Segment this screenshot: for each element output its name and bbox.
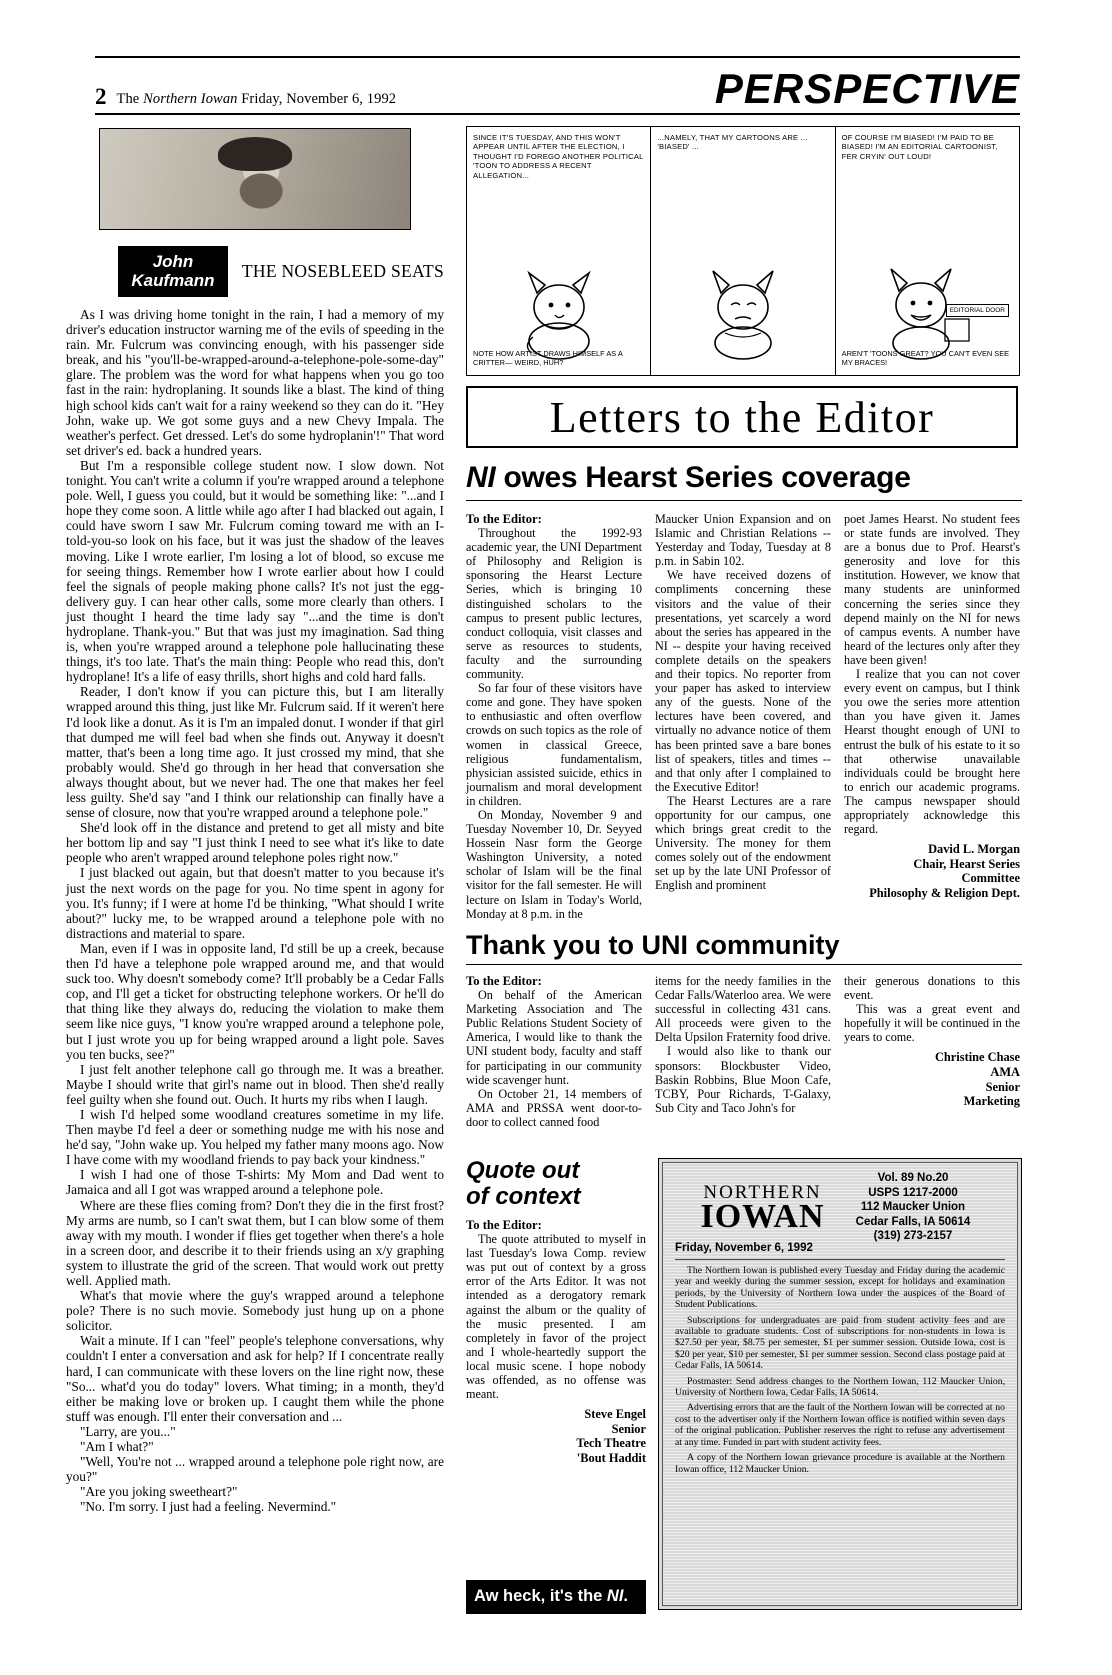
cartoon-panel-3 [836, 127, 1019, 375]
cartoon-editorial-door-sign: EDITORIAL DOOR [946, 304, 1009, 317]
letter-3-headline-line2: of context [466, 1183, 581, 1210]
letters-to-the-editor-banner [466, 386, 1018, 448]
letter-3-headline-line1: Quote out [466, 1157, 580, 1184]
column-paragraph: Wait a minute. If I can "feel" people's telephone conversations, why couldn't I enter a conversation and ask for help? If I concentrate really hard, I can communicate with these lovers on the line right now, these "So... what'd you do today" lovers. What timing; in a month, they'd either be making love or broken up. I caught them while the phone stuff was enough. I'll enter their conversation and ... [66, 1333, 444, 1424]
cartoon-panel-1-note: NOTE HOW ARTIST DRAWS HIMSELF AS A CRITTER— WEIRD, HUH? [473, 348, 623, 367]
column-paragraph: "Well, You're not ... wrapped around a telephone pole right now, are you?" [66, 1454, 444, 1485]
letter-1-column-2 [655, 512, 831, 921]
letter-2-headline: Thank you to UNI community [466, 930, 840, 960]
letter-1-signature [844, 842, 1020, 900]
staff-box-paragraph: A copy of the Northern Iowan grievance procedure is available at the Northern Iowan office, 112 Maucker Union. [675, 1452, 1005, 1475]
letter-2-column-1 [466, 974, 642, 1129]
staff-box [658, 1158, 1022, 1610]
letter-3-signer-extra: 'Bout Haddit [576, 1451, 646, 1465]
columnist-first-name: John [152, 252, 194, 271]
cartoon-panel-2 [651, 127, 835, 375]
letter-2-column-3 [844, 974, 1020, 1129]
letter-3-paragraph: The quote attributed to myself in last Tuesday's Iowa Comp. review was put out of context by a gross error of the Arts Editor. It was not intended as a derogatory remark against the album or the quality of the music presented. I am completely in favor of the project and I whole-heartedly support the local music scene. I hope nobody was offended, as no offense was meant. [466, 1232, 646, 1402]
letter-1-salutation: To the Editor: [466, 512, 542, 526]
column-paragraph: Reader, I don't know if you can picture this, but I am literally wrapped around this thing, just like Mr. Fulcrum said. If it weren't here I'd look like a donut. As it is I'm an impaled donut. I wonder if that girl that dumped me will feel bad when she finds out. Anyway it doesn't matter, that's been a long time ago. It just crossed my mind, that she probably would. She'd go through in her head that conversation she always thought about, but we never had. The one that makes her feel less guilty. She'd say "and I think our relationship can finally have a sense of closure, now that you're wrapped around a telephone pole." [66, 684, 444, 821]
letters-banner-text: Letters to the Editor [549, 393, 935, 442]
column-paragraph: But I'm a responsible college student now. I slow down. Not tonight. You can't write a column if you're wrapped around a telephone pole. Well, I guess you could, but it would be something like: "...and I hope they come soon. A little while ago after I had blacked out again, I could have sworn I saw Mr. Fulcrum coming toward me with an I-told-you-so look on his face, but it was just the shadow of the leaves moving. Like I wrote earlier, I'm losing a lot of blood, so excuse me for seeing things. Remember how I wrote earlier about how I could feel the signals of people making phone calls? It's not just the egg-delivery guy. I can hear other calls, some more clearly than others. I just thought I heard the time lady say "...and the time is don't hydroplane. Thank-you." But that was just my imagination. Sad thing is, when you're wrapped around a telephone pole hallucinating these things, it's too late. That's the main thing: People who read this, don't hydroplane! It's a life of easy thrills, short highs and cold hard falls. [66, 457, 444, 685]
letter-3-salutation: To the Editor: [466, 1218, 542, 1232]
staff-box-date: Friday, November 6, 1992 [675, 1242, 813, 1254]
editorial-cartoon [466, 126, 1020, 376]
letter-1-rule [466, 500, 1022, 501]
letter-1-headline-italic: NI [466, 461, 496, 494]
letter-2-signer-org: AMA [990, 1065, 1020, 1080]
letter-1-paragraph: Maucker Union Expansion and on Islamic and Christian Relations -- Yesterday and Today, Tuesday at 8 p.m. in Sabin 102. [655, 512, 831, 569]
letter-1-paragraph: I realize that you can not cover every event on campus, but I think you owe the series more attention than you have given it. James Hearst thought enough of UNI to entrust the bulk of his estate to it so that otherwise unavailable individuals could be brought here to enrich our academic programs. The campus newspaper should appropriately acknowledge this regard. [844, 667, 1020, 837]
columnist-last-name: Kaufmann [131, 271, 215, 290]
critter-character-icon [695, 249, 791, 361]
masthead-rule-bottom [95, 113, 1020, 115]
letter-2-paragraph: their generous donations to this event. [844, 974, 1020, 1003]
letter-2-column-2 [655, 974, 831, 1129]
column-paragraph: "Are you joking sweetheart?" [80, 1484, 238, 1500]
letter-1-signer-dept: Philosophy & Religion Dept. [869, 885, 1020, 900]
column-paragraph: "Larry, are you..." [80, 1423, 176, 1439]
nameplate-line-2: IOWAN [700, 1198, 825, 1235]
column-paragraph: She'd look off in the distance and pretend to get all misty and bite her bottom lip and say "I just think I need to see what it's like to date people who aren't wrapped around telephone poles right now." [66, 820, 444, 866]
column-title: THE NOSEBLEED SEATS [241, 261, 444, 281]
letter-2-paragraph: On October 21, 14 members of AMA and PRSSA went door-to-door to collect canned food [466, 1086, 642, 1129]
column-paragraph: I just blacked out again, but that doesn't matter to you because it's just the next words on the page for you. No time spent in agony for you. It's funny; if I were at home I'd be thinking, "What should I write about?" lucky me, to be wrapped around a telephone pole with no distractions and material to spare. [66, 865, 444, 941]
letter-2-signer-year: Senior [985, 1079, 1020, 1094]
staff-box-paragraph: Advertising errors that are the fault of the Northern Iowan will be corrected at no cost to the advertiser only if the Northern Iowan office is notified within seven days of the original publication. Publisher reserves the right to refuse any advertisement at any time. Funded in part with student activity fees. [675, 1402, 1005, 1448]
column-paragraph: Where are these flies coming from? Don't they die in the first frost? My arms are numb, so I can't swat them, but I can blow some of them away with my mouth. I wonder if flies get together when there's a hole in a screen door, and describe it to their friends using an x/y graphing system to illustrate the grid of the screen. That would work out pretty well. Applied math. [66, 1197, 444, 1288]
columnist-photo [99, 128, 411, 230]
letter-2-signer-name: Christine Chase [934, 1050, 1020, 1065]
staff-box-paragraph: Postmaster: Send address changes to the Northern Iowan, 112 Maucker Union, University of Northern Iowa, Cedar Falls, IA 50614. [675, 1375, 1005, 1399]
letter-1-paragraph: On Monday, November 9 and Tuesday November 10, Dr. Seyyed Hossein Nasr form the George Washington University, a noted scholar of Islam will be the final visitor for the fall semester. He will lecture on Islam in Today's World, Monday at 8 p.m. in the [466, 807, 642, 921]
cartoon-panel-3-note: AREN'T 'TOONS GREAT? YOU CAN'T EVEN SEE MY BRACES! [841, 348, 1010, 367]
staff-box-rule [675, 1259, 1005, 1260]
staff-box-paragraph: The Northern Iowan is published every Tuesday and Friday during the academic year and weekly during the summer session, except for holidays and examination periods, by the University of Northern Iowa under the auspices of the Board of Student Publications. [675, 1265, 1005, 1311]
letter-1-paragraph: So far four of these visitors have come and gone. They have spoken to enthusiastic and often overflow crowds on such topics as the role of women in classical Greece, religious fundamentalism, physician assisted suicide, ethics in journalism and moral development in children. [466, 681, 642, 808]
staff-box-contact [823, 1171, 1003, 1244]
letter-2-rule [466, 964, 1022, 965]
letter-1-paragraph: Throughout the 1992-93 academic year, the UNI Department of Philosophy and Religion is sponsoring the Hearst Lecture Series, which is bringing 10 distinguished scholars to the campus to present public lectures, conduct colloquia, visit classes and serve as resources to students, faculty and the surrounding community. [466, 526, 642, 682]
letter-1-signer-title2: Committee [961, 871, 1020, 886]
letter-3-signer-name: Steve Engel [584, 1407, 646, 1422]
editor-tagline: Aw heck, it's the NI. [466, 1580, 646, 1614]
masthead-rule-top [95, 56, 1020, 58]
staff-box-phone: (319) 273-2157 [873, 1230, 953, 1242]
columnist-byline [118, 246, 444, 297]
column-paragraph: Man, even if I was in opposite land, I'd still be up a creek, because then I'd have a telephone pole wrapped around me, and that would suck too. Why doesn't somebody come? It'll probably be a Cedar Falls cop, and I'll get a ticket for obstructing telephone workers. Or he'll do that thing like they always do, reducing the violation to make them seem like nice guys, "I know you're wrapped around a telephone pole, but I just wrote you up for being wrapped around a light pole. Saves you ten bucks, see?" [66, 940, 444, 1062]
staff-box-volume: Vol. 89 No.20 [877, 1172, 949, 1184]
opinion-column [66, 128, 444, 1515]
letter-3 [466, 1218, 646, 1466]
staff-box-usps: USPS 1217-2000 [868, 1186, 958, 1199]
columnist-name [118, 246, 228, 297]
column-paragraph: As I was driving home tonight in the rain, I had a memory of my driver's education instructor warning me of the evils of speeding in the rain. Mr. Fulcrum was convincing enough, with his passenger side break, and his "you'll-be-wrapped-around-a-telephone-pole-some-day" glare. The problem was the word for what happens when you go too fast in the rain: hydroplaning. It sounds like a blast. The kind of thing high school kids can't wait for a rainy weekend so they can do it. "Hey John, wake up. We got some guys and a new Chevy Impala. The weather's perfect. Get dressed. Let's do some hydroplanin'!" That word set driver's ed. back a hundred years. [66, 307, 444, 458]
letter-1-column-1 [466, 512, 642, 921]
letter-1-column-3 [844, 512, 1020, 921]
letter-3-headline [466, 1158, 642, 1210]
nameplate-line-1: NORTHERN [703, 1182, 822, 1203]
letter-2-paragraph: On behalf of the American Marketing Association and The Public Relations Student Society of America, I would like to thank the UNI student body, faculty and staff for participating in our community wide scavenger hunt. [466, 988, 642, 1087]
column-paragraph: I wish I had one of those T-shirts: My Mom and Dad went to Jamaica and all I got was wrapped around a telephone pole. [66, 1167, 444, 1198]
masthead [95, 56, 1020, 115]
letter-3-signature [466, 1407, 646, 1465]
letter-1-paragraph: poet James Hearst. No student fees or state funds are involved. They are a bonus due to Prof. Hearst's generosity and love for this institution. However, we know that many students are uninformed concerning the series since they depend mainly on the NI for news of campus events. A number have heard of the lectures only after they have been given! [844, 512, 1020, 667]
column-paragraph: "No. I'm sorry. I just had a feeling. Nevermind." [80, 1499, 337, 1515]
section-title: PERSPECTIVE [714, 65, 1020, 112]
letter-2-paragraph: I would also like to thank our sponsors: Blockbuster Video, Baskin Robbins, Blue Moon Cafe, TCBY, Pour Richards, T-Galaxy, Sub City and Taco John's for [655, 1044, 831, 1115]
column-paragraph: "Am I what?" [80, 1439, 154, 1455]
letter-2-paragraph: items for the needy families in the Cedar Falls/Waterloo area. We were successful in collecting 431 cans. All proceeds were given to the Delta Upsilon Fraternity food drive. [655, 974, 831, 1045]
folio-line: The Northern Iowan Friday, November 6, 1992 [116, 90, 397, 107]
letter-3-signer-major: Tech Theatre [576, 1436, 646, 1451]
letter-1-signer-name: David L. Morgan [928, 842, 1020, 857]
staff-box-text [675, 1265, 1005, 1475]
letter-1-headline: NI owes Hearst Series coverage [466, 461, 911, 494]
cartoon-panel-2-caption: ...NAMELY, THAT MY CARTOONS ARE ... 'BIASED' ... [657, 133, 808, 152]
letter-1-paragraph: We have received dozens of compliments concerning these visitors and the value of their presentations, yet scarcely a word about the series has appeared in the NI -- despite your having received complete details on the speakers and their topics. No reporter from your paper has asked to interview any of the guests. None of the lectures have been covered, and virtually no advance notice of them has been printed save a bare bones list of speakers, titles and times -- and that only after I complained to the Executive Editor! [655, 568, 831, 794]
letter-2-signature [844, 1050, 1020, 1108]
critter-character-icon [511, 249, 607, 361]
letter-1 [466, 512, 1022, 921]
letter-2-signer-major: Marketing [963, 1094, 1020, 1109]
cartoon-panel-1-caption: SINCE IT'S TUESDAY, AND THIS WON'T APPEAR UNTIL AFTER THE ELECTION, I THOUGHT I'D FOREGO ANOTHER POLITICAL 'TOON TO ADDRESS A RECENT ALLEGATION... [473, 133, 644, 180]
column-paragraph: I just felt another telephone call go through me. It was a breather. Maybe I should write that girl's name out in blood. Then she'd really feel guilty when she found out. Ouch. It hurts my ribs when I laugh. [66, 1061, 444, 1107]
staff-box-address: 112 Maucker Union [860, 1201, 966, 1213]
letter-1-signer-title: Chair, Hearst Series [913, 856, 1020, 871]
editor-tagline-italic: NI [606, 1587, 624, 1605]
cartoon-panel-3-caption: OF COURSE I'M BIASED! I'M PAID TO BE BIASED! I'M AN EDITORIAL CARTOONIST, FER CRYIN' OUT LOUD! [841, 133, 998, 161]
letter-1-paragraph: The Hearst Lectures are a rare opportunity for our campus, one which brings great credit to the University. The money for them comes solely out of the endowment set up by the late UNI Professor of English and prominent [655, 793, 831, 893]
column-paragraph: I wish I'd helped some woodland creatures sometime in my life. Then maybe I'd feel a deer or something nudge me with his nose and he'd say, "John wake up. You helped my father many moons ago. Now I have come with my woodland friends to pay back your kindness." [66, 1106, 444, 1168]
folio-paper-name: Northern Iowan [143, 90, 238, 107]
column-body [66, 307, 444, 1515]
cartoon-panel-1 [467, 127, 651, 375]
letter-3-signer-year: Senior [611, 1421, 646, 1436]
letter-2 [466, 974, 1022, 1129]
staff-box-paragraph: Subscriptions for undergraduates are paid from student activity fees and are available to graduate students. Cost of subscriptions for non-students in Iowa is $27.50 per year, $8.75 per semester, $1 per summer session. Outside Iowa, cost is $20 per year, $10 per semester, $1 per summer session. Second class postage paid at Cedar Falls, IA 50614. [675, 1314, 1005, 1372]
page-number: 2 [95, 84, 107, 109]
column-paragraph: What's that movie where the guy's wrapped around a telephone pole? There is no such movie. Somebody just hung up on a phone solicitor. [66, 1288, 444, 1334]
letter-2-paragraph: This was a great event and hopefully it will be continued in the years to come. [844, 1002, 1020, 1045]
staff-box-city: Cedar Falls, IA 50614 [855, 1215, 971, 1228]
letter-2-salutation: To the Editor: [466, 974, 542, 988]
